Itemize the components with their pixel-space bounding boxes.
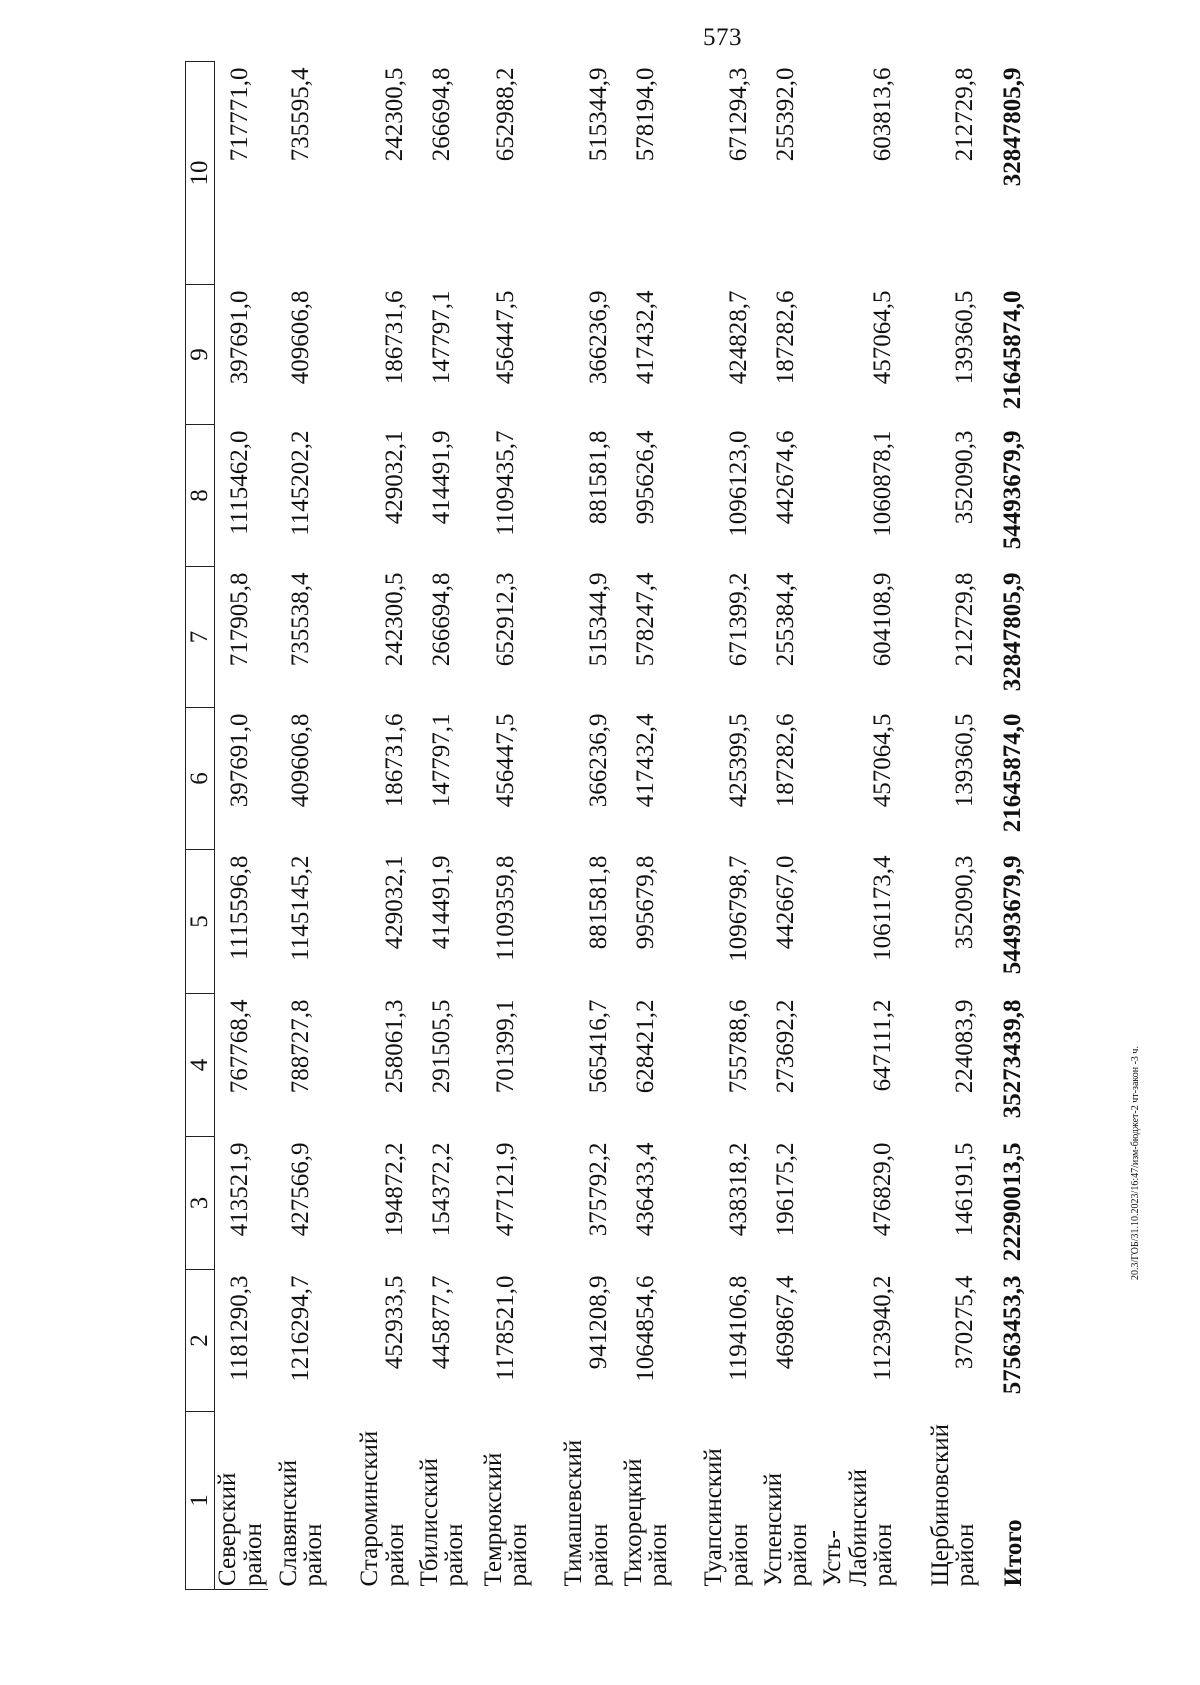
value-cell: 224083,9 xyxy=(951,999,979,1094)
table-row xyxy=(268,62,334,1590)
value-cell: 147797,1 xyxy=(427,290,455,385)
district-name: Туапсинский район xyxy=(700,1448,753,1587)
value-cell: 187282,6 xyxy=(771,713,799,808)
column-header: 4 xyxy=(186,994,215,1137)
total-value-cell: 21645874,0 xyxy=(999,713,1027,833)
value-cell: 456447,5 xyxy=(491,713,519,808)
value-cell: 196175,2 xyxy=(771,1142,799,1237)
value-cell: 273692,2 xyxy=(771,999,799,1094)
value-cell: 442674,6 xyxy=(771,430,799,525)
district-name: Северский район xyxy=(215,1412,269,1590)
district-name: Тимашевский район xyxy=(560,1439,613,1587)
value-cell: 1064854,6 xyxy=(631,1275,659,1382)
table-body xyxy=(215,62,1047,1590)
value-cell: 515344,9 xyxy=(584,67,612,162)
value-cell: 366236,9 xyxy=(584,290,612,385)
value-cell: 1109435,7 xyxy=(491,430,519,536)
value-cell: 755788,6 xyxy=(724,999,752,1094)
footer-stamp-text: 20.3/ГОБ/31.10.2023/16:47/изм-бюджет-2 чт-закон -3 ч. xyxy=(1130,1046,1141,1280)
total-value-cell: 32847805,9 xyxy=(999,67,1027,187)
table-row xyxy=(334,62,410,1590)
value-cell: 578194,0 xyxy=(631,67,659,162)
table-row xyxy=(614,62,678,1590)
value-cell: 438318,2 xyxy=(724,1142,752,1237)
header-row xyxy=(186,62,215,1590)
value-cell: 352090,3 xyxy=(951,430,979,525)
value-cell: 515344,9 xyxy=(584,572,612,667)
value-cell: 1123940,2 xyxy=(869,1275,897,1381)
value-cell: 352090,3 xyxy=(951,855,979,950)
value-cell: 414491,9 xyxy=(427,430,455,525)
value-cell: 375792,2 xyxy=(584,1142,612,1237)
value-cell: 429032,1 xyxy=(380,855,408,950)
value-cell: 477121,9 xyxy=(491,1142,519,1237)
value-cell: 735595,4 xyxy=(286,67,314,162)
value-cell: 139360,5 xyxy=(951,290,979,385)
value-cell: 212729,8 xyxy=(951,572,979,667)
value-cell: 417432,4 xyxy=(631,713,659,808)
table-row xyxy=(410,62,474,1590)
column-header: 3 xyxy=(186,1137,215,1270)
value-cell: 242300,5 xyxy=(380,572,408,667)
total-value-cell: 21645874,0 xyxy=(999,290,1027,410)
budget-table xyxy=(185,61,1047,1590)
value-cell: 442667,0 xyxy=(771,855,799,950)
value-cell: 266694,8 xyxy=(427,67,455,162)
value-cell: 701399,1 xyxy=(491,999,519,1094)
value-cell: 457064,5 xyxy=(869,713,897,808)
value-cell: 604108,9 xyxy=(869,572,897,667)
total-value-cell: 35273439,8 xyxy=(999,999,1027,1119)
budget-table-container xyxy=(185,62,1027,1590)
value-cell: 409606,8 xyxy=(286,713,314,808)
district-name: Тбилисский район xyxy=(415,1458,468,1587)
value-cell: 255392,0 xyxy=(771,67,799,162)
column-header: 1 xyxy=(186,1412,215,1590)
value-cell: 1109359,8 xyxy=(491,855,519,961)
value-cell: 291505,5 xyxy=(427,999,455,1094)
value-cell: 578247,4 xyxy=(631,572,659,667)
value-cell: 1145145,2 xyxy=(286,855,314,961)
value-cell: 995626,4 xyxy=(631,430,659,525)
value-cell: 1145202,2 xyxy=(286,430,314,536)
table-row xyxy=(818,62,899,1590)
page-number: 573 xyxy=(703,24,742,51)
district-name: Славянский район xyxy=(274,1459,327,1587)
value-cell: 1181290,3 xyxy=(226,1275,254,1381)
value-cell: 146191,5 xyxy=(951,1142,979,1237)
total-label: Итого xyxy=(999,1519,1027,1587)
value-cell: 1115462,0 xyxy=(226,430,254,535)
value-cell: 1216294,7 xyxy=(286,1275,314,1382)
value-cell: 457064,5 xyxy=(869,290,897,385)
value-cell: 628421,2 xyxy=(631,999,659,1094)
value-cell: 397691,0 xyxy=(226,713,254,808)
table-row xyxy=(215,62,269,1590)
value-cell: 425399,5 xyxy=(724,713,752,808)
value-cell: 456447,5 xyxy=(491,290,519,385)
value-cell: 255384,4 xyxy=(771,572,799,667)
value-cell: 266694,8 xyxy=(427,572,455,667)
value-cell: 436433,4 xyxy=(631,1142,659,1237)
value-cell: 445877,7 xyxy=(427,1275,455,1370)
value-cell: 409606,8 xyxy=(286,290,314,385)
total-value-cell: 32847805,9 xyxy=(999,572,1027,692)
value-cell: 881581,8 xyxy=(584,430,612,525)
value-cell: 652988,2 xyxy=(491,67,519,162)
value-cell: 1115596,8 xyxy=(226,855,254,960)
district-name: Темрюкский район xyxy=(479,1452,532,1587)
footer-stamp xyxy=(1130,1046,1141,1290)
total-row xyxy=(981,62,1047,1590)
table-row xyxy=(474,62,538,1590)
value-cell: 717771,0 xyxy=(226,67,254,162)
value-cell: 212729,8 xyxy=(951,67,979,162)
table-row xyxy=(754,62,818,1590)
column-header: 10 xyxy=(186,62,215,285)
value-cell: 735538,4 xyxy=(286,572,314,667)
value-cell: 366236,9 xyxy=(584,713,612,808)
value-cell: 1096798,7 xyxy=(724,855,752,962)
value-cell: 187282,6 xyxy=(771,290,799,385)
value-cell: 1060878,1 xyxy=(869,430,897,537)
column-header: 7 xyxy=(186,567,215,708)
value-cell: 414491,9 xyxy=(427,855,455,950)
value-cell: 417432,4 xyxy=(631,290,659,385)
value-cell: 647111,2 xyxy=(869,999,897,1092)
value-cell: 147797,1 xyxy=(427,713,455,808)
district-name: Староминский район xyxy=(356,1430,409,1587)
column-header: 6 xyxy=(186,708,215,850)
total-value-cell: 54493679,9 xyxy=(999,430,1027,550)
value-cell: 1178521,0 xyxy=(491,1275,519,1381)
value-cell: 452933,5 xyxy=(380,1275,408,1370)
table-row xyxy=(678,62,754,1590)
value-cell: 671399,2 xyxy=(724,572,752,667)
value-cell: 469867,4 xyxy=(771,1275,799,1370)
column-header: 2 xyxy=(186,1270,215,1412)
value-cell: 995679,8 xyxy=(631,855,659,950)
table-row xyxy=(538,62,614,1590)
total-value-cell: 57563453,3 xyxy=(999,1275,1027,1395)
district-name: Усть-Лабинский район xyxy=(819,1468,897,1587)
value-cell: 717905,8 xyxy=(226,572,254,667)
table-header xyxy=(186,62,215,1590)
value-cell: 476829,0 xyxy=(869,1142,897,1237)
value-cell: 186731,6 xyxy=(380,290,408,385)
district-name: Успенский район xyxy=(759,1472,812,1587)
value-cell: 186731,6 xyxy=(380,713,408,808)
value-cell: 139360,5 xyxy=(951,713,979,808)
value-cell: 652912,3 xyxy=(491,572,519,667)
total-value-cell: 54493679,9 xyxy=(999,855,1027,975)
total-value-cell: 22290013,5 xyxy=(999,1142,1027,1262)
value-cell: 397691,0 xyxy=(226,290,254,385)
value-cell: 1096123,0 xyxy=(724,430,752,537)
column-header: 8 xyxy=(186,425,215,567)
value-cell: 1194106,8 xyxy=(724,1275,752,1381)
value-cell: 427566,9 xyxy=(286,1142,314,1237)
value-cell: 881581,8 xyxy=(584,855,612,950)
value-cell: 242300,5 xyxy=(380,67,408,162)
value-cell: 429032,1 xyxy=(380,430,408,525)
district-name: Тихорецкий район xyxy=(619,1458,672,1587)
value-cell: 194872,2 xyxy=(380,1142,408,1237)
value-cell: 1061173,4 xyxy=(869,855,897,961)
column-header: 5 xyxy=(186,850,215,994)
value-cell: 154372,2 xyxy=(427,1142,455,1237)
value-cell: 671294,3 xyxy=(724,67,752,162)
value-cell: 258061,3 xyxy=(380,999,408,1094)
district-name: Щербиновский район xyxy=(926,1424,979,1587)
value-cell: 941208,9 xyxy=(584,1275,612,1370)
table-row xyxy=(899,62,981,1590)
value-cell: 767768,4 xyxy=(226,999,254,1094)
value-cell: 413521,9 xyxy=(226,1142,254,1237)
value-cell: 424828,7 xyxy=(724,290,752,385)
value-cell: 565416,7 xyxy=(584,999,612,1094)
value-cell: 370275,4 xyxy=(951,1275,979,1370)
value-cell: 603813,6 xyxy=(869,67,897,162)
value-cell: 788727,8 xyxy=(286,999,314,1094)
column-header: 9 xyxy=(186,285,215,425)
